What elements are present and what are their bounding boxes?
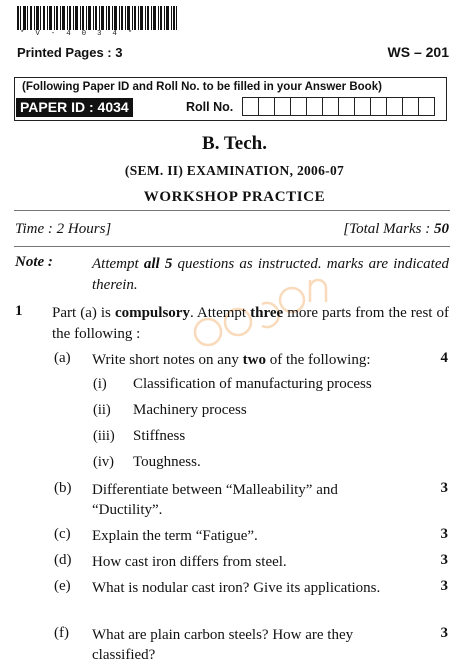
- barcode: [17, 6, 177, 30]
- roll-no-label: Roll No.: [186, 100, 234, 114]
- course-title: B. Tech.: [202, 133, 267, 154]
- item-iii-label: (iii): [93, 428, 115, 444]
- note-label: Note :: [15, 254, 53, 270]
- roll-no-box[interactable]: [338, 97, 355, 116]
- roll-no-box[interactable]: [242, 97, 259, 116]
- time-allowed: Time : 2 Hours]: [15, 221, 112, 237]
- question-text-bold: compulsory: [114, 305, 190, 321]
- divider: [14, 210, 450, 211]
- roll-no-box[interactable]: [322, 97, 339, 116]
- roll-no-box[interactable]: [274, 97, 291, 116]
- exam-session: (SEM. II) EXAMINATION, 2006-07: [124, 163, 345, 178]
- part-a-text-bold: two: [242, 352, 266, 368]
- note-text-bold: all 5: [143, 256, 173, 272]
- part-a-label: (a): [54, 350, 71, 366]
- roll-no-box[interactable]: [258, 97, 275, 116]
- part-b-marks: 3: [440, 480, 448, 496]
- box-instruction: (Following Paper ID and Roll No. to be filled in your Answer Book): [22, 81, 382, 93]
- item-ii-text: Machinery process: [133, 402, 247, 418]
- part-f-marks: 3: [440, 625, 448, 641]
- item-iii-text: Stiffness: [133, 428, 186, 444]
- total-marks-value: 50: [434, 221, 449, 237]
- part-c-text: Explain the term “Fatigue”.: [92, 528, 258, 544]
- roll-no-box[interactable]: [370, 97, 387, 116]
- part-e-text: What is nodular cast iron? Give its applications.: [92, 580, 381, 596]
- barcode-text: * V - 4 0 3 4 *: [20, 30, 136, 38]
- note-text-part: questions as instructed. marks are indicated therein.: [92, 256, 450, 293]
- part-e-marks: 3: [440, 578, 448, 594]
- part-f-text: What are plain carbon steels? How are they classified?: [92, 627, 354, 663]
- note-text-part: Attempt: [92, 256, 144, 272]
- item-iv-label: (iv): [93, 454, 114, 470]
- part-f-label: (f): [54, 625, 69, 641]
- question-text-part: Part (a) is: [52, 305, 115, 321]
- part-c-label: (c): [54, 526, 71, 542]
- item-i-text: Classification of manufacturing process: [133, 376, 372, 392]
- item-ii-label: (ii): [93, 402, 111, 418]
- roll-no-box[interactable]: [306, 97, 323, 116]
- printed-pages: Printed Pages : 3: [17, 45, 123, 60]
- question-text-part: . Attempt: [189, 305, 251, 321]
- divider: [14, 246, 450, 247]
- subject-title: WORKSHOP PRACTICE: [143, 189, 326, 205]
- total-marks: [343, 221, 449, 238]
- part-e-label: (e): [54, 578, 71, 594]
- roll-no-boxes: [243, 97, 435, 116]
- part-d-text: How cast iron differs from steel.: [92, 554, 287, 570]
- part-c-marks: 3: [440, 526, 448, 542]
- part-a-marks: 4: [440, 350, 448, 366]
- paper-code: WS – 201: [387, 44, 449, 60]
- roll-no-box[interactable]: [290, 97, 307, 116]
- question-text-bold: three: [250, 305, 284, 321]
- paper-id: PAPER ID : 4034: [16, 98, 133, 117]
- roll-no-box[interactable]: [402, 97, 419, 116]
- item-i-label: (i): [93, 376, 107, 392]
- question-number: 1: [15, 303, 23, 319]
- roll-no-box[interactable]: [386, 97, 403, 116]
- paper-id-box: [14, 77, 447, 121]
- part-a-text-part: Write short notes on any: [92, 352, 243, 368]
- question-text-part: more parts from the rest of the following :: [52, 305, 449, 342]
- roll-no-box[interactable]: [354, 97, 371, 116]
- question-text: [52, 303, 449, 345]
- part-b-label: (b): [54, 480, 72, 496]
- part-d-label: (d): [54, 552, 72, 568]
- part-d-marks: 3: [440, 552, 448, 568]
- total-marks-label: [Total Marks :: [343, 221, 434, 237]
- part-a-text: [92, 350, 422, 370]
- roll-no-box[interactable]: [418, 97, 435, 116]
- item-iv-text: Toughness.: [133, 454, 201, 470]
- part-b-text: Differentiate between “Malleability” and “Ductility”.: [92, 482, 338, 518]
- part-a-text-part: of the following:: [265, 352, 371, 368]
